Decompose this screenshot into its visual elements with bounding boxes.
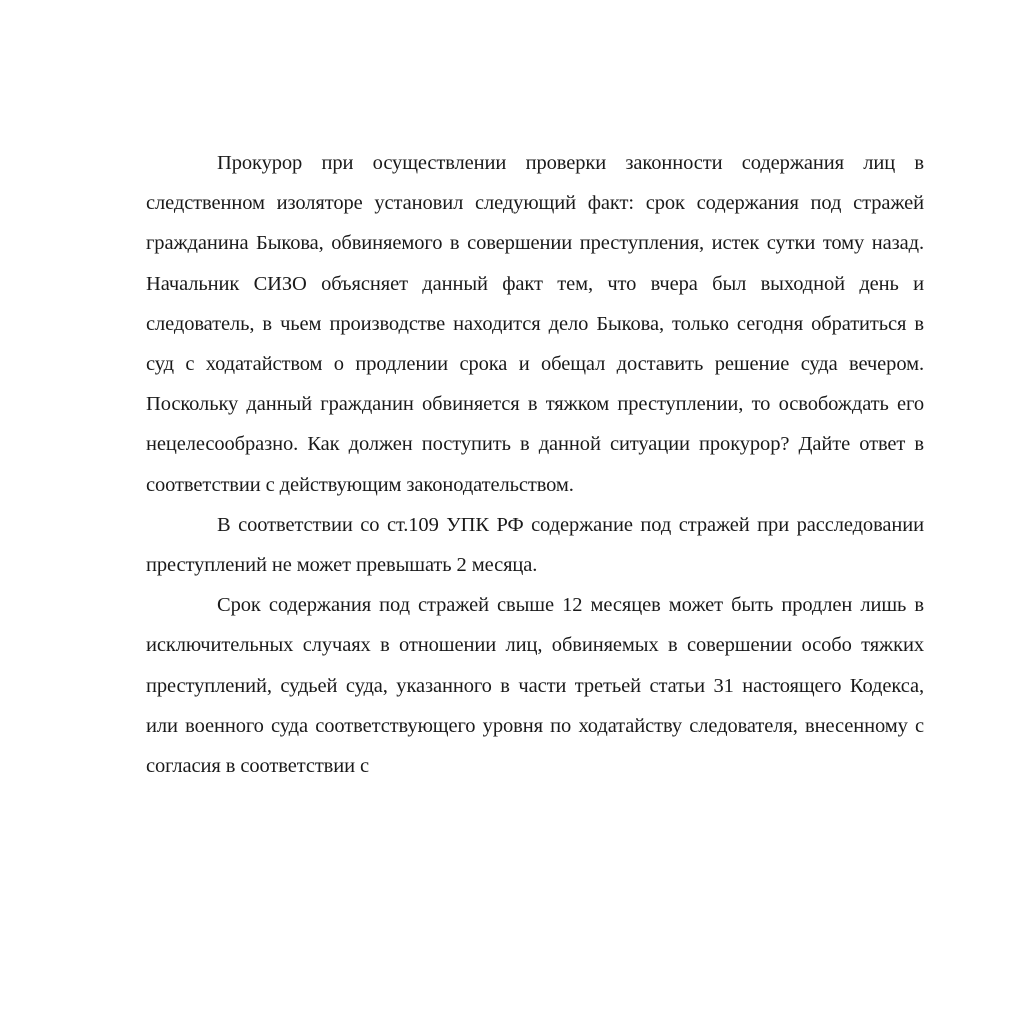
paragraph-article-109: В соответствии со ст.109 УПК РФ содержание под стражей при расследовании преступлений не может превышать 2 месяца. [146,513,924,577]
paragraph-extension-rules: Срок содержания под стражей свыше 12 месяцев может быть продлен лишь в исключительных случаях в отношении лиц, обвиняемых в совершении особо тяжких преступлений, судьей суда, указанного в части третьей статьи 31 настоящего Кодекса, или военного суда соответствующего уровня по ходатайству следователя, внесенному с согласия в соответствии с [146,594,924,778]
paragraph-case-description: Прокурор при осуществлении проверки законности содержания лиц в следственном изоляторе установил следующий факт: срок содержания под стражей гражданина Быкова, обвиняемого в совершении преступления, истек сутки тому назад. Начальник СИЗО объясняет данный факт тем, что вчера был выходной день и следователь, в чьем производстве находится дело Быкова, только сегодня обратиться в суд с ходатайством о продлении срока и обещал доставить решение суда вечером. Поскольку данный гражданин обвиняется в тяжком преступлении, то освобождать его нецелесообразно. Как должен поступить в данной ситуации прокурор? Дайте ответ в соответствии с действующим законодательством. [146,152,924,496]
document-body [146,143,924,843]
